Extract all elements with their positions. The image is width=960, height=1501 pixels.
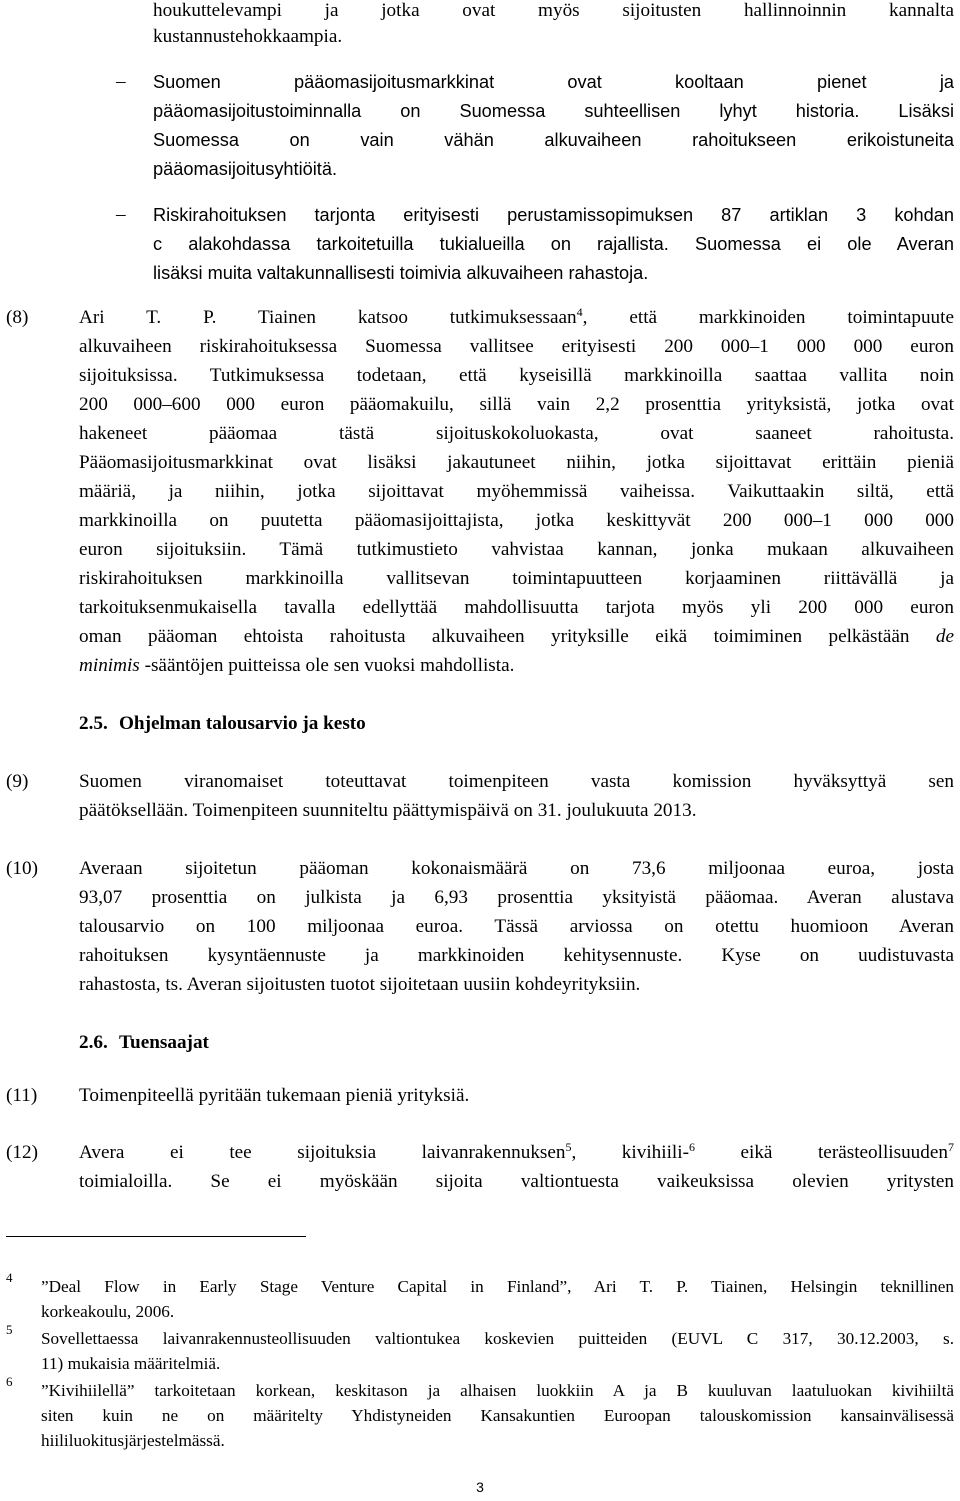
body-line: määriä, ja niihin, jotka sijoittavat myöhemmissä vaiheissa. Vaikuttaakin siltä, että <box>79 481 954 502</box>
body-line: euron sijoituksiin. Tämä tutkimustieto vahvistaa kannan, jonka mukaan alkuvaiheen <box>79 539 954 560</box>
body-line: Suomen pääomasijoitusmarkkinat ovat kooltaan pienet ja <box>153 72 954 92</box>
footnote-line: ”Kivihiilellä” tarkoitetaan korkean, keskitason ja alhaisen luokkiin A ja B kuuluvan laatuluokan kivihiiltä <box>41 1381 954 1400</box>
footnote-ref: 7 <box>947 1140 954 1154</box>
text-run: Avera ei tee sijoituksia laivanrakennuksen <box>79 1142 566 1163</box>
text-run: eikä terästeollisuuden <box>694 1142 948 1163</box>
body-line: päätöksellään. Toimenpiteen suunniteltu päättymispäivä on 31. joulukuuta 2013. <box>79 800 697 821</box>
body-line: Averaan sijoitetun pääoman kokonaismäärä on 73,6 miljoonaa euroa, josta <box>79 858 954 879</box>
text-run: Ari T. P. Tiainen katsoo tutkimuksessaan <box>79 307 577 328</box>
footnote-line: 11) mukaisia määritelmiä. <box>41 1354 221 1373</box>
body-line: Pääomasijoitusmarkkinat ovat lisäksi jakautuneet niihin, jotka sijoittavat erittäin pieniä <box>79 452 954 473</box>
footnote-line: korkeakoulu, 2006. <box>41 1302 175 1321</box>
body-line: lisäksi muita valtakunnallisesti toimivia alkuvaiheen rahastoja. <box>153 263 649 283</box>
body-line: Riskirahoituksen tarjonta erityisesti perustamissopimuksen 87 artiklan 3 kohdan <box>153 205 954 225</box>
body-line: riskirahoituksen markkinoilla vallitsevan toimintapuutteen korjaaminen riittävällä ja <box>79 568 954 589</box>
section-title: Tuensaajat <box>119 1032 209 1053</box>
footnote-ref: 4 <box>576 305 583 319</box>
body-line: sijoituksissa. Tutkimuksessa todetaan, että kyseisillä markkinoilla saattaa vallita noin <box>79 365 954 386</box>
footnote-line: hiililuokitusjärjestelmässä. <box>41 1431 225 1450</box>
section-number: 2.6. <box>79 1032 108 1053</box>
body-line <box>79 306 954 330</box>
body-line: rahoituksen kysyntäennuste ja markkinoiden kehitysennuste. Kyse on uudistuvasta <box>79 945 954 966</box>
body-line <box>79 625 954 649</box>
body-line: alkuvaiheen riskirahoituksessa Suomessa vallitsee erityisesti 200 000–1 000 000 euron <box>79 336 954 357</box>
text-run: -sääntöjen puitteissa ole sen vuoksi mahdollista. <box>139 655 515 676</box>
footnote-number: 4 <box>6 1270 13 1285</box>
paragraph-number: (11) <box>6 1085 38 1106</box>
body-line: houkuttelevampi ja jotka ovat myös sijoitusten hallinnoinnin kannalta <box>153 0 954 21</box>
text-run: , että markkinoiden toimintapuute <box>582 307 954 328</box>
paragraph-number: (8) <box>6 307 29 328</box>
footnote-line: Sovellettaessa laivanrakennusteollisuuden valtiontukea koskevien puitteiden (EUVL C 317, 30.12.2003, s. <box>41 1329 954 1348</box>
body-line <box>79 1141 954 1165</box>
footnote-number: 6 <box>6 1374 13 1389</box>
italic-text: minimis <box>79 655 140 676</box>
body-line: talousarvio on 100 miljoonaa euroa. Tässä arviossa on otettu huomioon Averan <box>79 916 954 937</box>
body-line: rahastosta, ts. Averan sijoitusten tuotot sijoitetaan uusiin kohdeyrityksiin. <box>79 974 641 995</box>
text-run: oman pääoman ehtoista rahoitusta alkuvaiheen yrityksille eikä toimiminen pelkästään <box>79 626 936 647</box>
paragraph-number: (10) <box>6 858 38 879</box>
body-line: 200 000–600 000 euron pääomakuilu, sillä vain 2,2 prosenttia yrityksistä, jotka ovat <box>79 394 954 415</box>
dash-bullet: – <box>116 204 126 225</box>
footnote-number: 5 <box>6 1322 13 1337</box>
paragraph-number: (12) <box>6 1142 38 1163</box>
footnote-ref: 6 <box>688 1140 695 1154</box>
body-line: tarkoituksenmukaisella tavalla edellyttää mahdollisuutta tarjota myös yli 200 000 euron <box>79 597 954 618</box>
page-number: 3 <box>476 1479 484 1495</box>
text-run: , kivihiili- <box>571 1142 689 1163</box>
section-heading <box>79 712 366 736</box>
footnote-separator <box>6 1236 306 1237</box>
paragraph-number: (9) <box>6 771 29 792</box>
body-line: kustannustehokkaampia. <box>153 26 343 47</box>
body-line: Suomen viranomaiset toteuttavat toimenpiteen vasta komission hyväksyttyä sen <box>79 771 954 792</box>
body-line: pääomasijoitusyhtiöitä. <box>153 159 337 179</box>
footnote-line: siten kuin ne on määritelty Yhdistyneiden Kansakuntien Euroopan talouskomission kansainvälisessä <box>41 1406 954 1425</box>
body-line: Toimenpiteellä pyritään tukemaan pieniä yrityksiä. <box>79 1085 470 1106</box>
body-line <box>79 654 514 678</box>
body-line: hakeneet pääomaa tästä sijoituskokoluokasta, ovat saaneet rahoitusta. <box>79 423 954 444</box>
body-line: Suomessa on vain vähän alkuvaiheen rahoitukseen erikoistuneita <box>153 130 954 150</box>
section-number: 2.5. <box>79 713 108 734</box>
dash-bullet: – <box>116 71 126 92</box>
italic-text: de <box>935 626 954 647</box>
body-line: markkinoilla on puutetta pääomasijoittajista, jotka keskittyvät 200 000–1 000 000 <box>79 510 954 531</box>
body-line: 93,07 prosenttia on julkista ja 6,93 prosenttia yksityistä pääomaa. Averan alustava <box>79 887 954 908</box>
body-line: pääomasijoitustoiminnalla on Suomessa suhteellisen lyhyt historia. Lisäksi <box>153 101 954 121</box>
footnote-line: ”Deal Flow in Early Stage Venture Capital in Finland”, Ari T. P. Tiainen, Helsingin teknillinen <box>41 1277 954 1296</box>
body-line: toimialoilla. Se ei myöskään sijoita valtiontuesta vaikeuksissa olevien yritysten <box>79 1171 954 1192</box>
body-line: c alakohdassa tarkoitetuilla tukialueilla on rajallista. Suomessa ei ole Averan <box>153 234 954 254</box>
section-title: Ohjelman talousarvio ja kesto <box>119 713 366 734</box>
section-heading <box>79 1031 209 1055</box>
footnote-ref: 5 <box>565 1140 572 1154</box>
